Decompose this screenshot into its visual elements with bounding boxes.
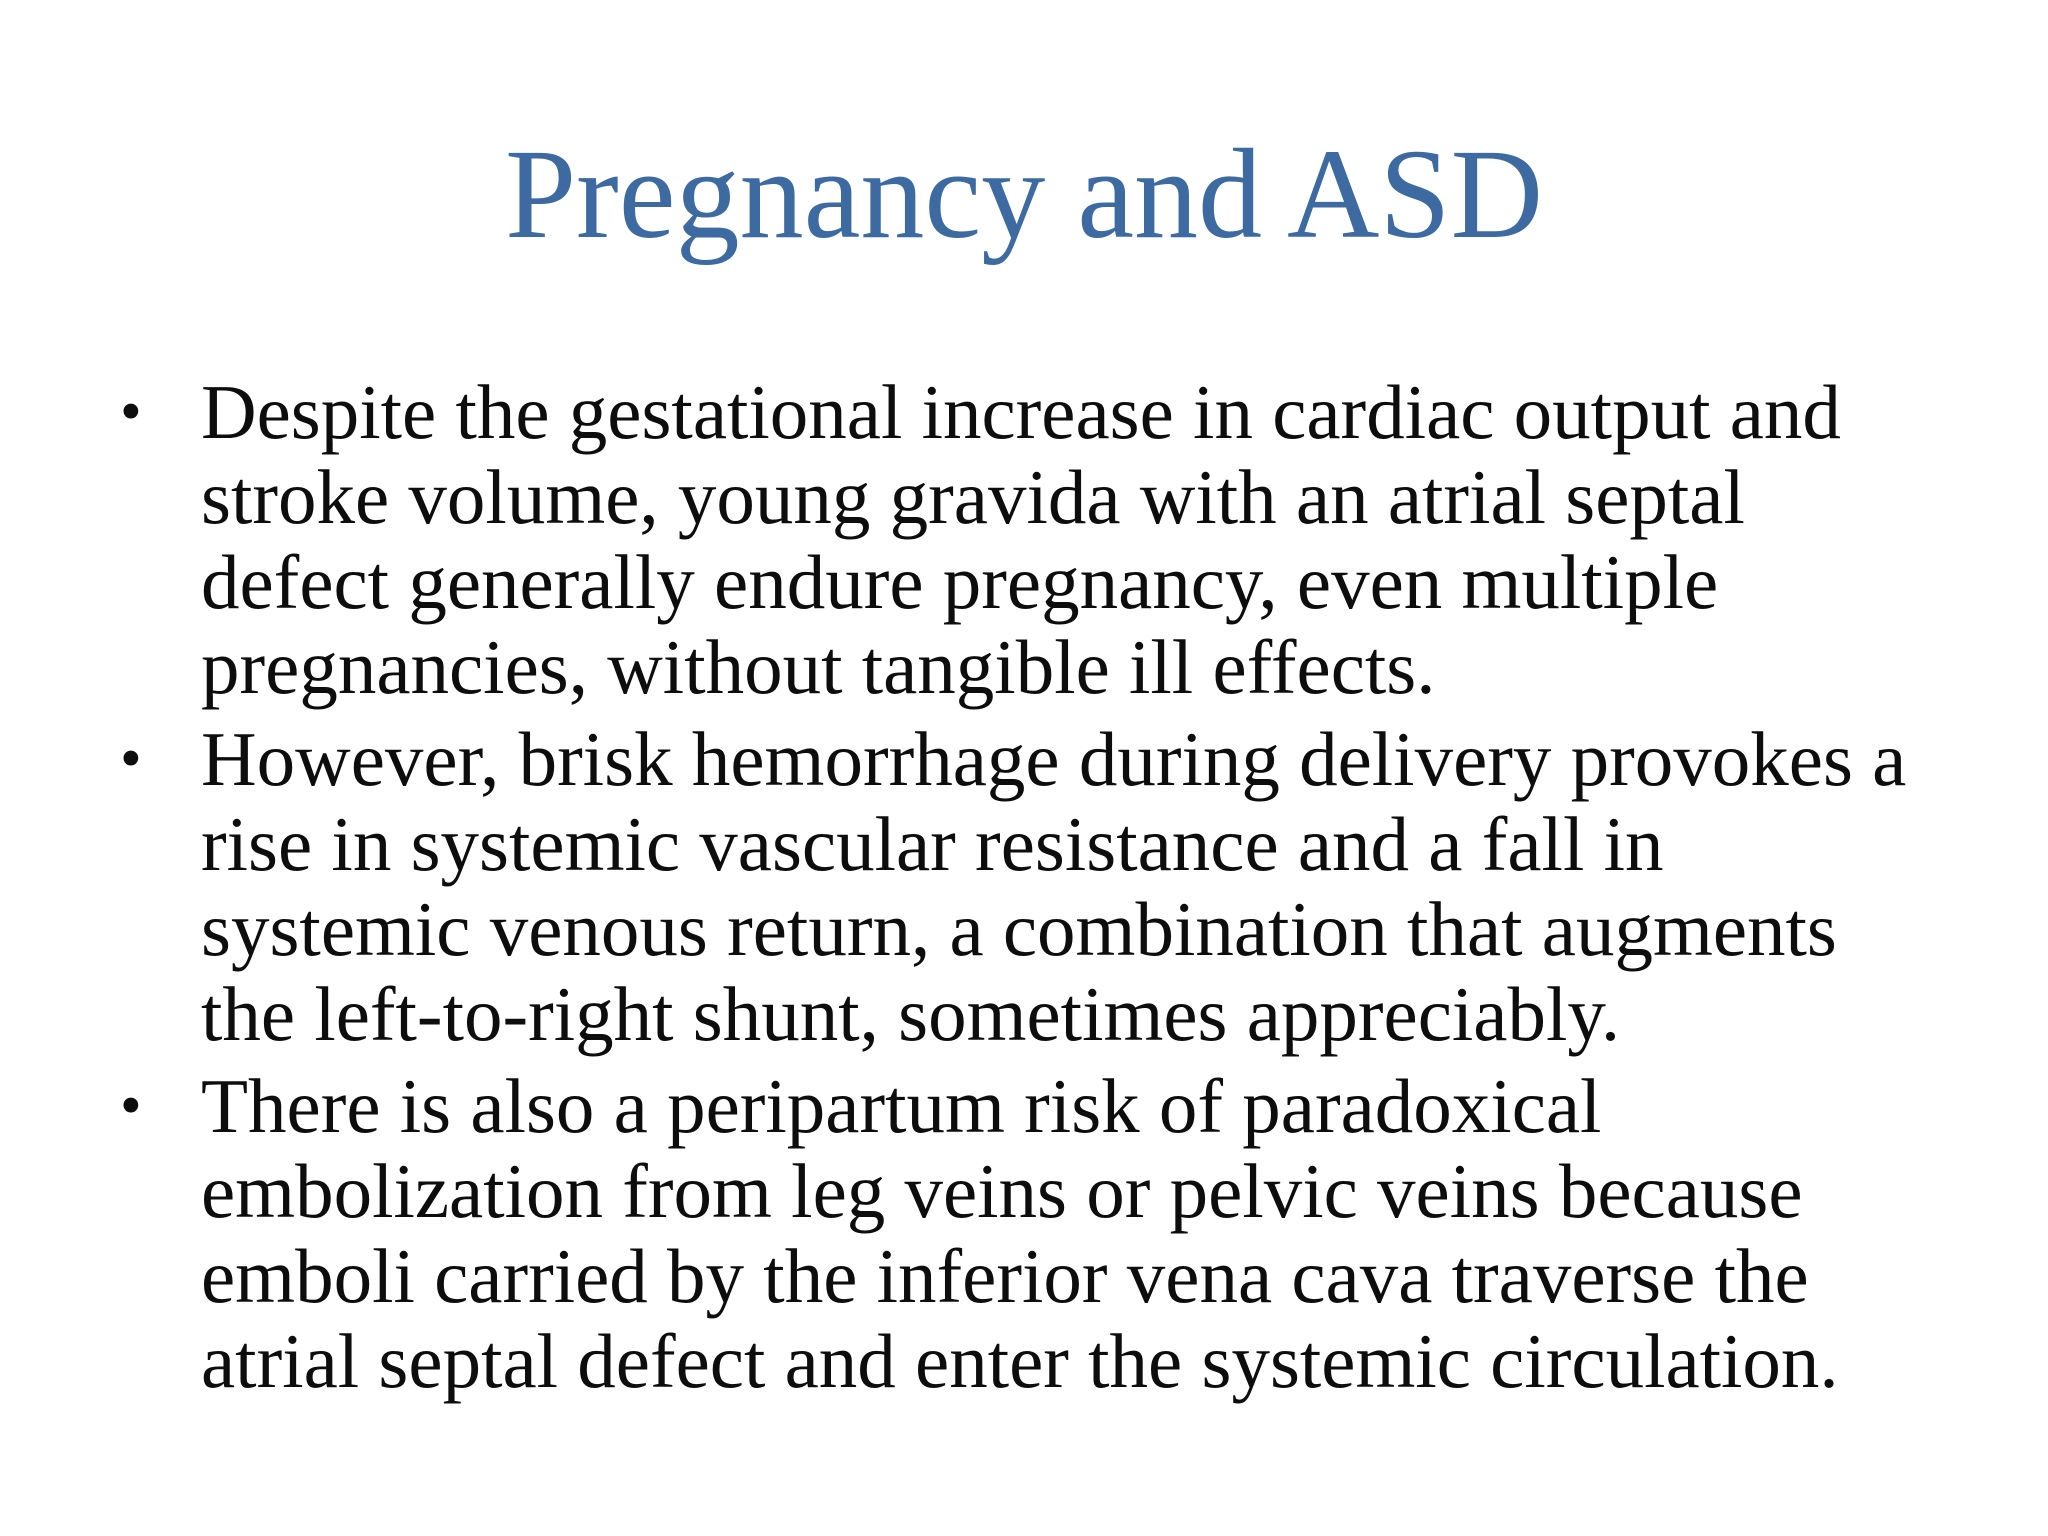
bullet-list <box>120 370 2000 1411</box>
bullet-1-line-1: Despite the gestational increase in cardiac output and <box>201 369 1841 455</box>
bullet-3-line-1: There is also a peripartum risk of paradoxical <box>201 1063 1602 1149</box>
bullet-item-1 <box>120 370 2000 710</box>
bullet-marker: • <box>120 1072 142 1140</box>
bullet-2-line-2: rise in systemic vascular resistance and a fall in <box>201 801 1664 887</box>
bullet-1-line-4: pregnancies, without tangible ill effects. <box>201 624 1436 710</box>
bullet-3-line-3: emboli carried by the inferior vena cava traverse the <box>201 1233 1809 1319</box>
bullet-2-line-1: However, brisk hemorrhage during delivery provokes a <box>201 716 1907 802</box>
bullet-1-line-2: stroke volume, young gravida with an atrial septal <box>201 454 1745 540</box>
bullet-3-line-2: embolization from leg veins or pelvic veins because <box>201 1148 1803 1234</box>
slide-title: Pregnancy and ASD <box>504 123 1544 265</box>
bullet-item-2 <box>120 717 2000 1057</box>
bullet-2-line-4: the left-to-right shunt, sometimes appreciably. <box>201 971 1621 1057</box>
bullet-1-line-3: defect generally endure pregnancy, even multiple <box>201 539 1719 625</box>
bullet-2-line-3: systemic venous return, a combination that augments <box>201 886 1837 972</box>
bullet-item-3 <box>120 1064 2000 1404</box>
bullet-marker: • <box>120 378 142 446</box>
bullet-3-line-4: atrial septal defect and enter the systemic circulation. <box>201 1318 1839 1404</box>
bullet-marker: • <box>120 725 142 793</box>
